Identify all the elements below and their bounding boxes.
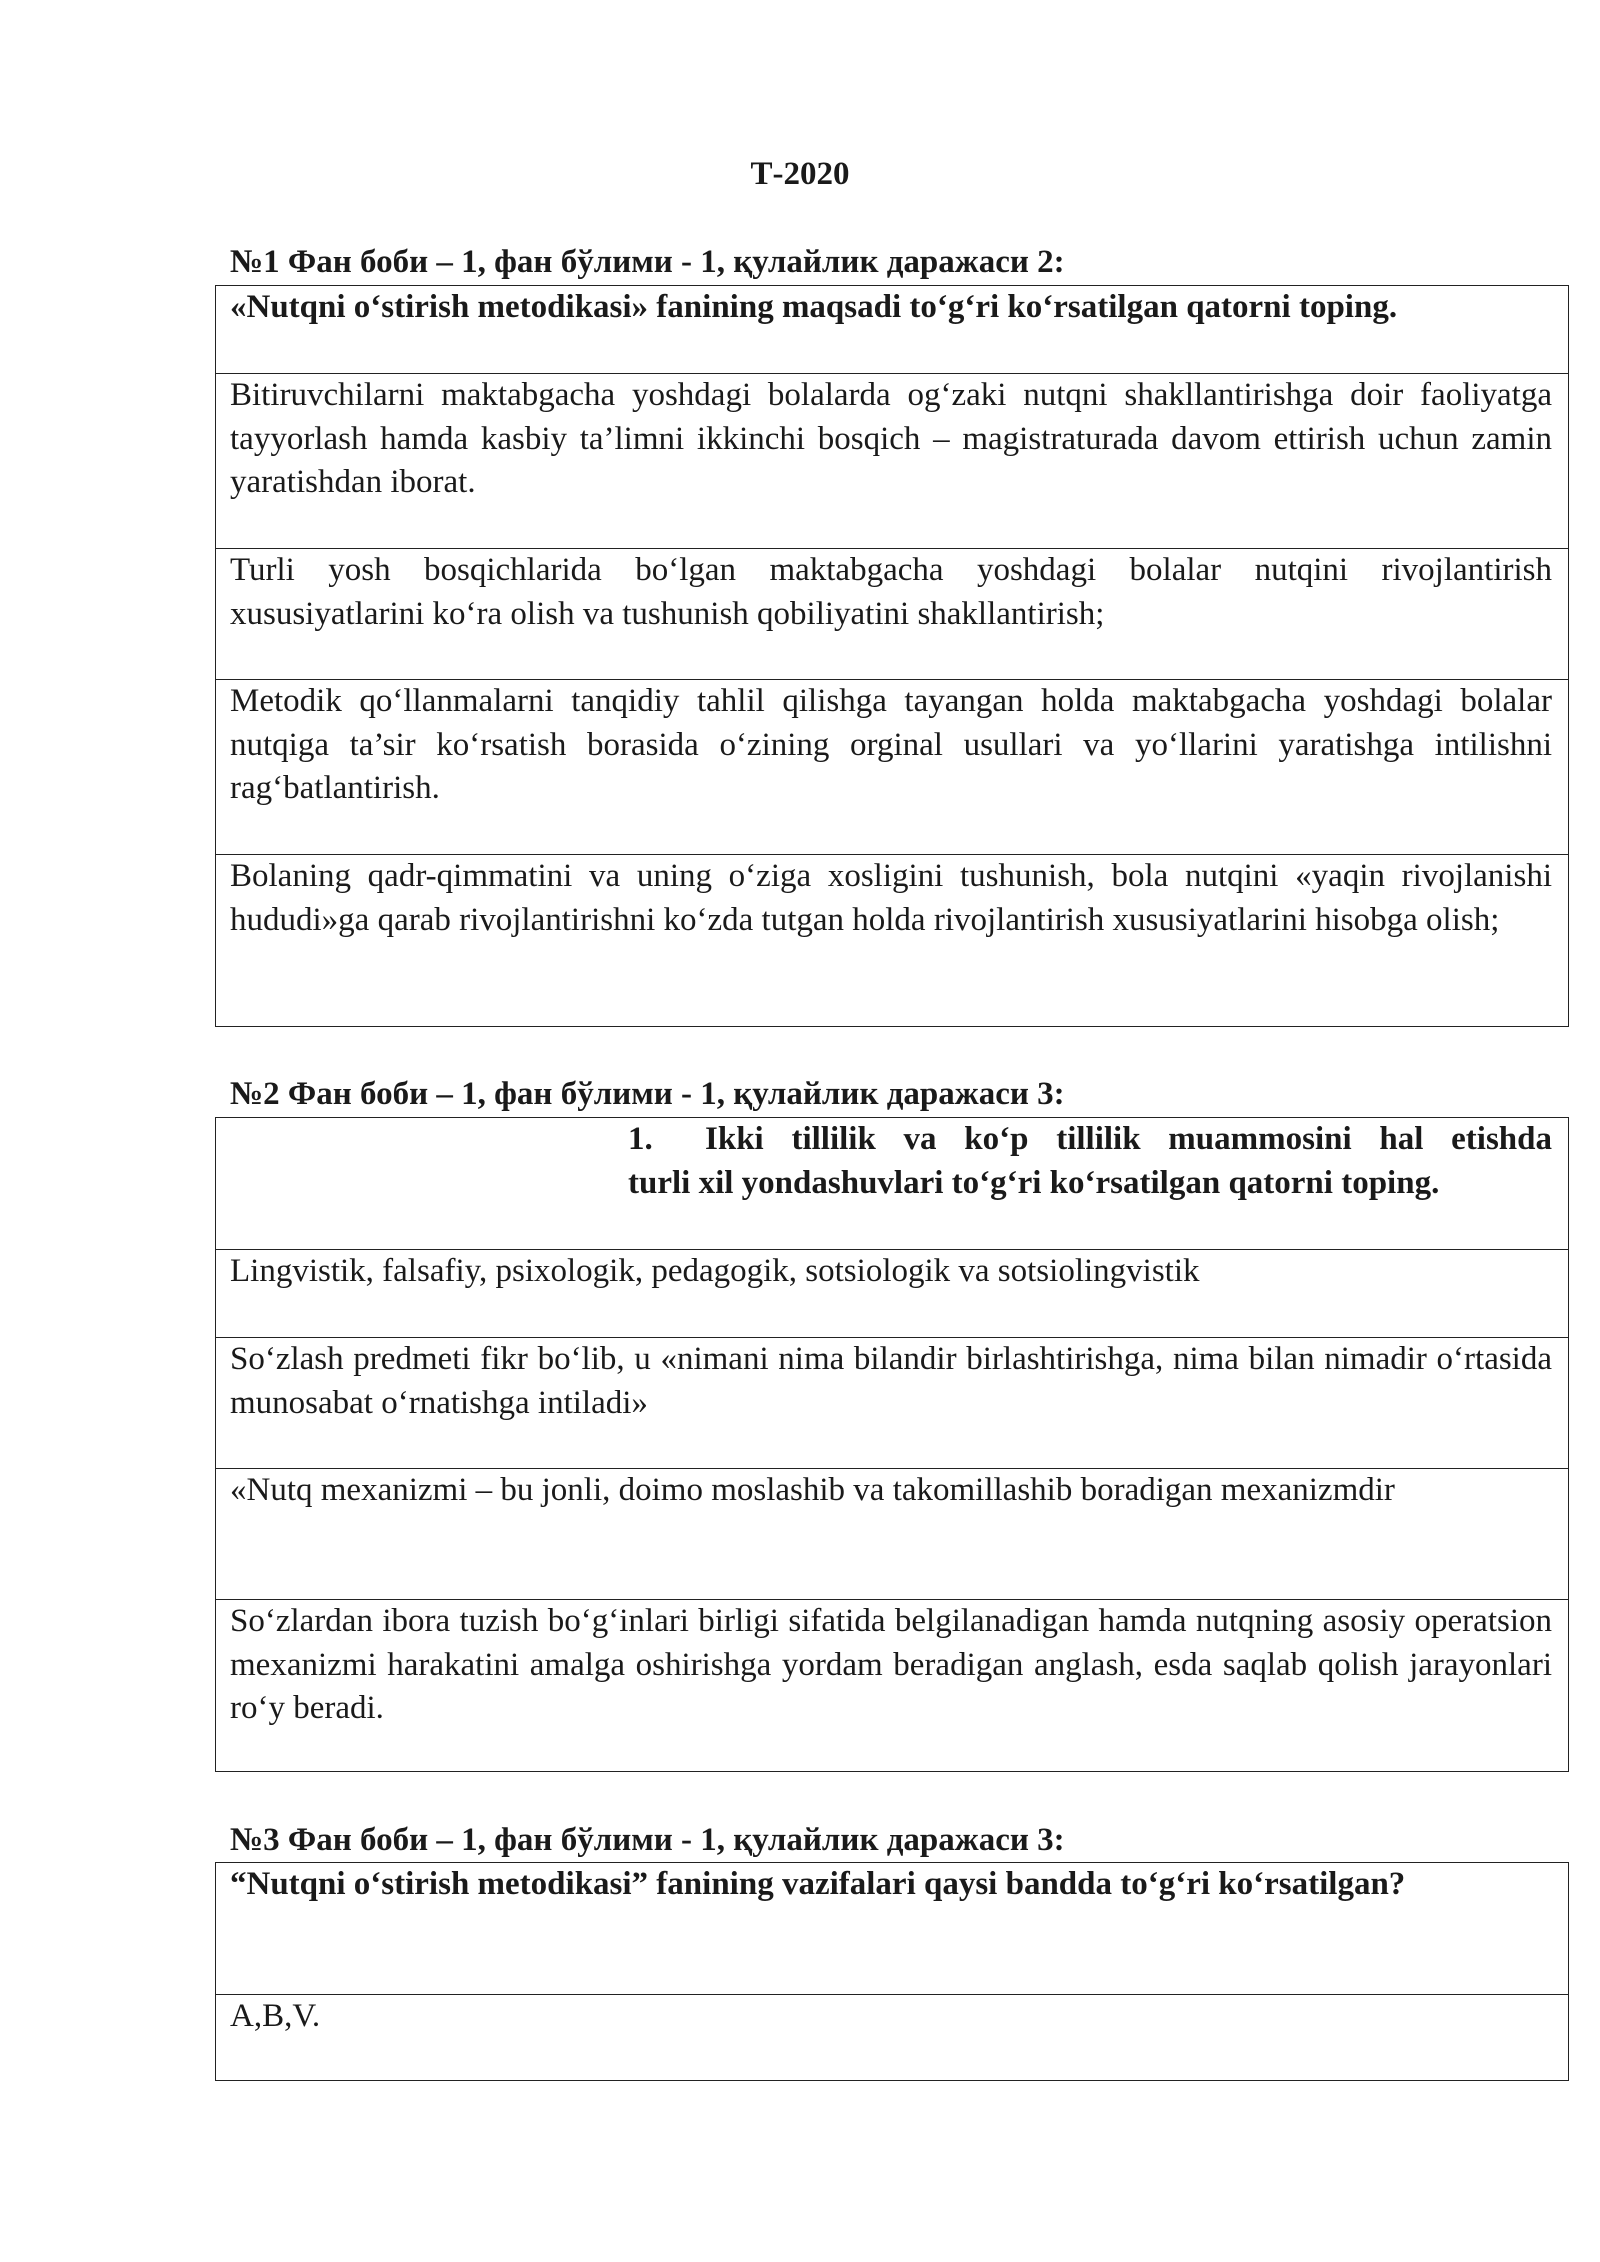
question-1-table (215, 285, 1569, 1027)
question-3-text: “Nutqni o‘stirish metodikasi” fanining vazifalari qaysi bandda to‘g‘ri ko‘rsatilgan? (230, 1866, 1406, 1902)
question-2-option-2: So‘zlash predmeti fikr bo‘lib, u «nimani nima bilandir birlashtirishga, nima bilan nimadir o‘rtasida munosabat o‘rnatishga intiladi» (216, 1337, 1568, 1468)
question-2-option-1: Lingvistik, falsafiy, psixologik, pedagogik, sotsiologik va sotsiolingvistik (216, 1249, 1568, 1337)
question-1-option-3: Metodik qo‘llanmalarni tanqidiy tahlil qilishga tayangan holda maktabgacha yoshdagi bolalar nutqiga ta’sir ko‘rsatish borasida o‘zining orginal usullari va yo‘llarini yaratishga intilishni rag‘batlantirish. (216, 679, 1568, 854)
question-2-option-3: «Nutq mexanizmi – bu jonli, doimo moslashib va takomillashib boradigan mexanizmdir (216, 1468, 1568, 1599)
question-2-heading: №2 Фан боби – 1, фан бўлими - 1, қулайлик даражаси 3: (230, 1076, 1065, 1112)
document-title: Т-2020 (750, 156, 850, 192)
question-3-table (215, 1862, 1569, 2081)
question-2-text-line-2: turli xil yondashuvlari to‘g‘ri ko‘rsatilgan qatorni toping. (628, 1164, 1440, 1201)
question-2-option-4: So‘zlardan ibora tuzish bo‘g‘inlari birligi sifatida belgilanadigan hamda nutqning asosiy operatsion mexanizmi harakatini amalga oshirishga yordam beradigan anglash, esda saqlab qolish jarayonlari ro‘y beradi. (216, 1599, 1568, 1771)
question-1-text: «Nutqni o‘stirish metodikasi» fanining maqsadi to‘g‘ri ko‘rsatilgan qatorni toping. (230, 289, 1398, 325)
question-3-heading: №3 Фан боби – 1, фан бўлими - 1, қулайлик даражаси 3: (230, 1822, 1065, 1858)
question-1-option-1: Bitiruvchilarni maktabgacha yoshdagi bolalarda og‘zaki nutqni shakllantirishga doir faoliyatga tayyorlash hamda kasbiy ta’limni ikkinchi bosqich – magistraturada davom ettirish uchun zamin yaratishdan iborat. (216, 373, 1568, 548)
question-1-option-4: Bolaning qadr-qimmatini va uning o‘ziga xosligini tushunish, bola nutqini «yaqin rivojlanishi hududi»ga qarab rivojlantirishni ko‘zda tutgan holda rivojlantirish xususiyatlarini hisobga olish; (216, 854, 1568, 1026)
question-2-number: 1. (628, 1121, 653, 1157)
question-2-text-line-1: Ikki tillilik va ko‘p tillilik muammosini hal etishda (705, 1121, 1552, 1157)
question-1-option-2: Turli yosh bosqichlarida bo‘lgan maktabgacha yoshdagi bolalar nutqini rivojlantirish xususiyatlarini ko‘ra olish va tushunish qobiliyatini shakllantirish; (216, 548, 1568, 679)
question-1-heading: №1 Фан боби – 1, фан бўлими - 1, қулайлик даражаси 2: (230, 244, 1065, 280)
question-2-text (216, 1118, 1568, 1249)
question-2-table (215, 1117, 1569, 1772)
question-3-option-1: A,B,V. (216, 1994, 1568, 2080)
